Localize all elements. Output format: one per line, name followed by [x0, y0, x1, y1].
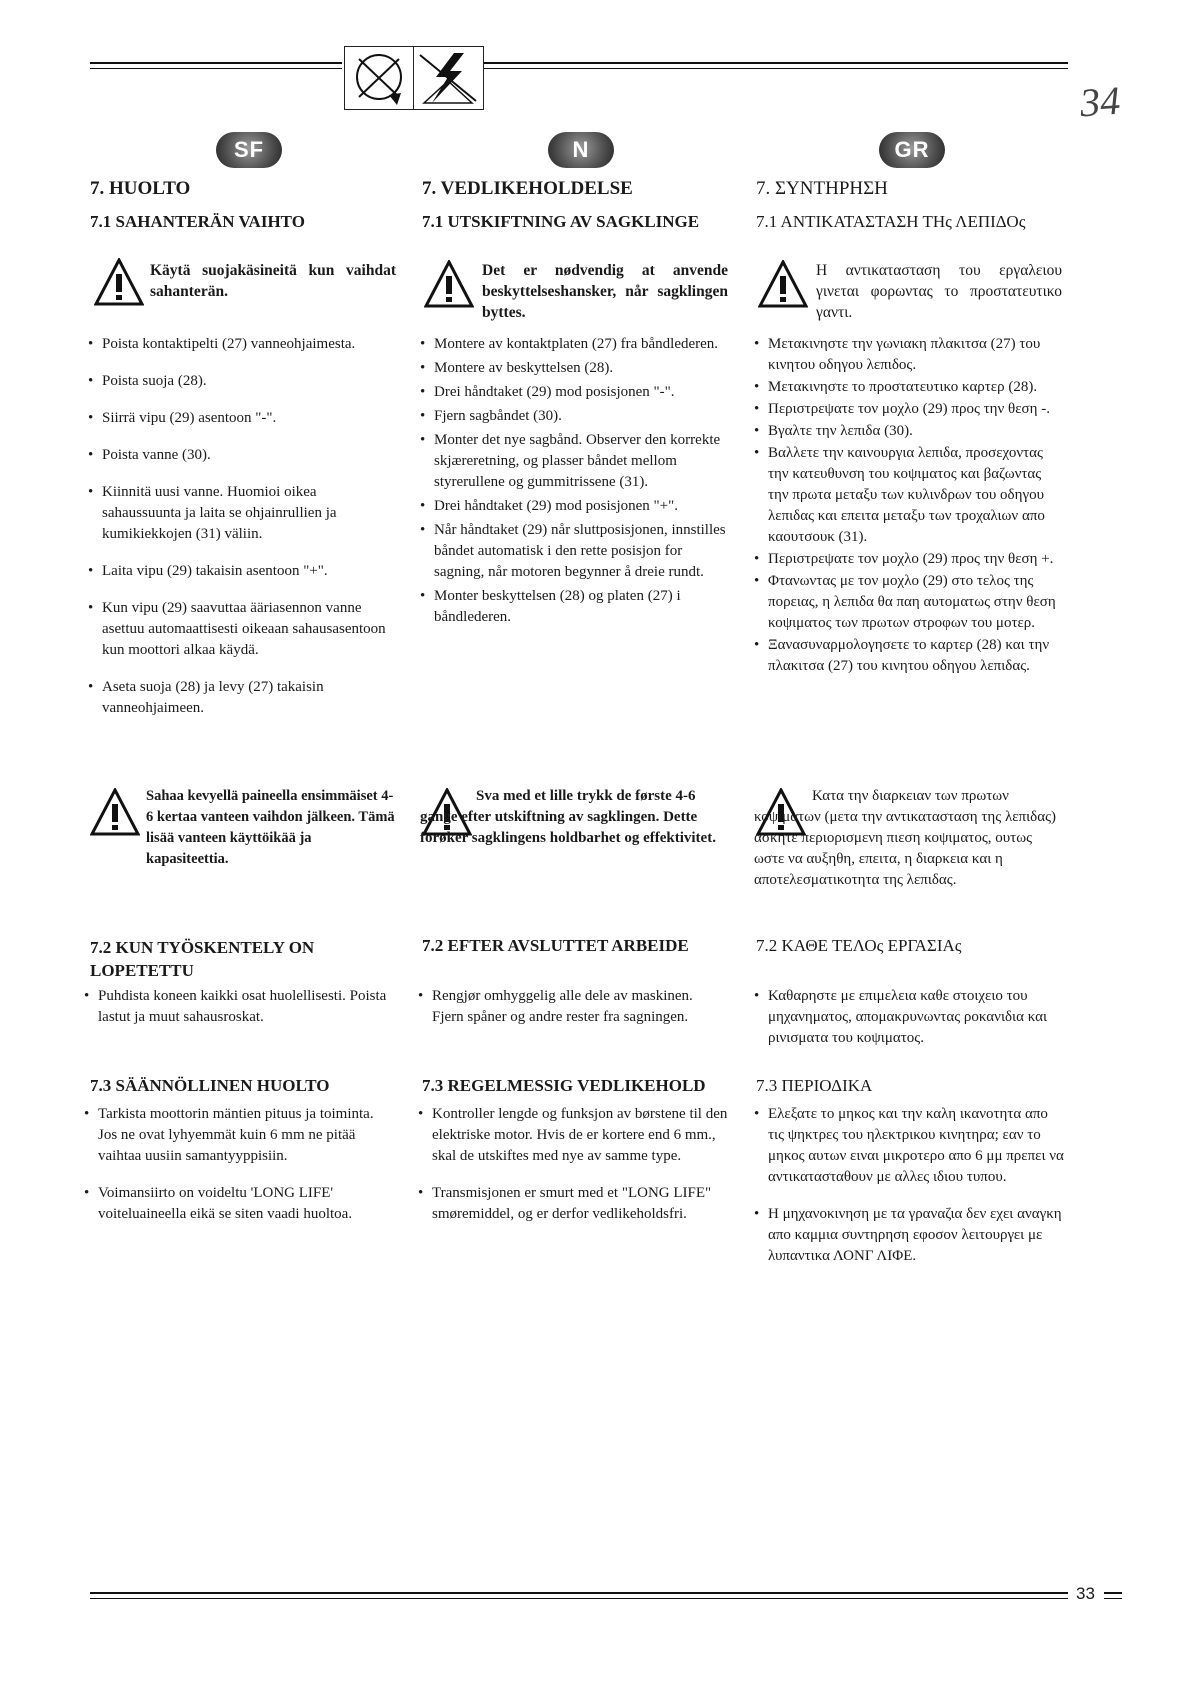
footer-rule-bottom: [90, 1598, 1068, 1599]
gr-subsection-7-2: 7.2 ΚΑΘΕ ΤΕΛΟς ΕΡΓΑΣΙΑς: [756, 936, 962, 955]
list-item: • Η μηχανοκινηση με τα γραναζια δεν εχει αναγκη απο καμμια συντηρηση εφοσον λειτουργει με λυπαντικα ΛΟΝΓ ΛΙΦΕ.: [754, 1204, 1064, 1267]
list-item: • Montere av beskyttelsen (28).: [420, 358, 728, 379]
gr-subsection-7-1: 7.1 ΑΝΤΙΚΑΤΑΣΤΑΣΗ ΤΗς ΛΕΠΙΔΟς: [756, 212, 1026, 231]
sf-warning-text-1: Käytä suojakäsineitä kun vaihdat sahanterän.: [150, 262, 396, 300]
header-rule-left-bottom: [90, 68, 342, 69]
list-item: • Laita vipu (29) takaisin asentoon "+".: [88, 561, 394, 582]
sf-after-work-list: [84, 986, 396, 1028]
page-number: 33: [1076, 1584, 1095, 1603]
gr-maintenance-list: [754, 1104, 1064, 1267]
list-item: • Monter beskyttelsen (28) og platen (27) i båndlederen.: [420, 586, 728, 628]
n-after-work-list: [418, 986, 728, 1028]
list-item: • Når håndtaket (29) når sluttposisjonen, innstilles båndet automatisk i den rette posisjon for sagning, når motoren begynner å dreie rundt.: [420, 520, 728, 583]
language-badge-sf: SF: [216, 132, 282, 168]
gr-warning-text-1: Η αντικατασταση του εργαλειου γινεται φορωντας το προστατευτικο γαντι.: [816, 262, 1062, 321]
footer-rule-top: [90, 1592, 1068, 1594]
n-warning-text-2: Sva med et lille trykk de første 4-6 gange efter utskiftning av sagklingen. Dette forøker sagklingens holdbarhet og effektivitet.: [420, 788, 716, 846]
gr-subsection-7-3: 7.3 ΠΕΡΙΟΔΙΚΑ: [756, 1076, 873, 1095]
electric-hazard-icon: [414, 47, 482, 109]
sf-warning-text-2: Sahaa kevyellä paineella ensimmäiset 4-6 kertaa vanteen vaihdon jälkeen. Tämä lisää vanteen käyttöikää ja kapasiteettia.: [146, 788, 395, 867]
list-item: • Βαλλετε την καινουργια λεπιδα, προσεχοντας την κατευθυνση του κοψιματος και βαζωντας την πρωτα μεταξυ των κυλινδρων του οδηγου λεπιδας και επειτα μεταξυ των τροχαλιων απο καουτσουκ (31).: [754, 443, 1064, 548]
list-item: • Poista kontaktipelti (27) vanneohjaimesta.: [88, 334, 394, 355]
footer-dash-bottom: [1104, 1598, 1122, 1599]
language-badge-n: N: [548, 132, 614, 168]
list-item: • Transmisjonen er smurt med et "LONG LIFE" smøremiddel, og er derfor vedlikeholdsfri.: [418, 1183, 728, 1225]
list-item: • Kiinnitä uusi vanne. Huomioi oikea sahaussuunta ja laita se ohjainrullien ja kumikiekkojen (31) väliin.: [88, 482, 394, 545]
header-rule-right-top: [484, 62, 1068, 64]
n-warning-text-1: Det er nødvendig at anvende beskyttelseshansker, når sagklingen byttes.: [482, 262, 728, 321]
list-item: • Monter det nye sagbånd. Observer den korrekte skjæreretning, og plasser båndet mellom styrerullene og gummitrissene (31).: [420, 430, 728, 493]
gr-section-title: 7. ΣΥΝΤΗΡΗΣΗ: [756, 178, 888, 199]
list-item: • Rengjør omhyggelig alle dele av maskinen. Fjern spåner og andre rester fra sagningen.: [418, 986, 728, 1028]
sf-subsection-7-1: 7.1 SAHANTERÄN VAIHTO: [90, 212, 305, 231]
sf-subsection-7-2: 7.2 KUN TYÖSKENTELY ON LOPETETTU: [90, 938, 315, 980]
list-item: • Βγαλτε την λεπιδα (30).: [754, 421, 1064, 442]
list-item: • Καθαρηστε με επιμελεια καθε στοιχειο του μηχανηματος, απομακρυνωντας ροκανιδια και ρινισματα του κοψιματος.: [754, 986, 1064, 1049]
sf-subsection-7-3: 7.3 SÄÄNNÖLLINEN HUOLTO: [90, 1076, 330, 1095]
n-subsection-7-3: 7.3 REGELMESSIG VEDLIKEHOLD: [422, 1076, 706, 1095]
handwritten-number: 34: [1078, 77, 1122, 126]
n-steps-list: [420, 334, 728, 628]
list-item: • Aseta suoja (28) ja levy (27) takaisin vanneohjaimeen.: [88, 677, 394, 719]
list-item: • Drei håndtaket (29) mod posisjonen "-".: [420, 382, 728, 403]
list-item: • Siirrä vipu (29) asentoon "-".: [88, 408, 394, 429]
list-item: • Poista vanne (30).: [88, 445, 394, 466]
sf-warning-icon-2: [90, 788, 140, 836]
sf-steps-list: [88, 334, 394, 719]
gr-steps-list: [754, 334, 1064, 677]
header-rule-left-top: [90, 62, 342, 64]
list-item: • Μετακινηστε το προστατευτικο καρτερ (28).: [754, 377, 1064, 398]
list-item: • Φτανωντας με τον μοχλο (29) στο τελος της πορειας, η λεπιδα θα παη αυτοματως στην θεση κοψιματος των πρωτων στροφων του μοτερ.: [754, 571, 1064, 634]
n-section-title: 7. VEDLIKEHOLDELSE: [422, 178, 633, 199]
list-item: • Μετακινηστε την γωνιακη πλακιτσα (27) του κινητου οδηγου λεπιδος.: [754, 334, 1064, 376]
n-subsection-7-2: 7.2 EFTER AVSLUTTET ARBEIDE: [422, 936, 689, 955]
list-item: • Περιστρεψατε τον μοχλο (29) προς την θεση +.: [754, 549, 1064, 570]
list-item: • Puhdista koneen kaikki osat huolellisesti. Poista lastut ja muut sahausroskat.: [84, 986, 396, 1028]
gr-warning-text-2: Κατα την διαρκειαν των πρωτων κοψιματων (μετα την αντικατασταση της λεπιδας) ασκητε περιορισμενη πιεση κοψιματος, ουτως ωστε να αυξηθη, επειτα, η διαρκεια και η αποτελεσματικοτητα της λεπιδας.: [754, 788, 1056, 888]
header-icon-box: [344, 46, 484, 110]
list-item: • Ξανασυναρμολογησετε το καρτερ (28) και την πλακιτσα (27) του κινητου οδηγου λεπιδας.: [754, 635, 1064, 677]
list-item: • Poista suoja (28).: [88, 371, 394, 392]
no-touch-icon: [345, 47, 414, 109]
n-subsection-7-1: 7.1 UTSKIFTNING AV SAGKLINGE: [422, 212, 700, 231]
sf-maintenance-list: [84, 1104, 396, 1225]
gr-warning-icon-1: [758, 260, 808, 308]
list-item: • Kun vipu (29) saavuttaa ääriasennon vanne asettuu automaattisesti oikeaan sahausasentoon kun moottori alkaa käydä.: [88, 598, 394, 661]
language-badge-gr: GR: [879, 132, 945, 168]
list-item: • Voimansiirto on voideltu 'LONG LIFE' voiteluaineella eikä se siten vaadi huoltoa.: [84, 1183, 396, 1225]
sf-warning-icon-1: [94, 258, 144, 306]
list-item: • Montere av kontaktplaten (27) fra båndlederen.: [420, 334, 728, 355]
list-item: • Ελεξατε το μηκος και την καλη ικανοτητα απο τις ψηκτρες του ηλεκτρικου κινητηρα; εαν το μηκος αυτων ειναι μικροτερο απο 6 μμ πρεπει να αντικατασταθουν με αλλες ιδιου τυπου.: [754, 1104, 1064, 1188]
list-item: • Tarkista moottorin mäntien pituus ja toiminta. Jos ne ovat lyhyemmät kuin 6 mm ne pitää vaihtaa uusiin samantyyppisiin.: [84, 1104, 396, 1167]
sf-section-title: 7. HUOLTO: [90, 178, 191, 199]
footer-dash-top: [1104, 1592, 1122, 1594]
n-maintenance-list: [418, 1104, 728, 1225]
gr-after-work-list: [754, 986, 1064, 1049]
list-item: • Drei håndtaket (29) mod posisjonen "+".: [420, 496, 728, 517]
header-rule-right-bottom: [484, 68, 1068, 69]
list-item: • Περιστρεψατε τον μοχλο (29) προς την θεση -.: [754, 399, 1064, 420]
n-warning-icon-1: [424, 260, 474, 308]
list-item: • Kontroller lengde og funksjon av børstene til den elektriske motor. Hvis de er kortere end 6 mm., skal de utskiftes med nye av samme type.: [418, 1104, 728, 1167]
list-item: • Fjern sagbåndet (30).: [420, 406, 728, 427]
